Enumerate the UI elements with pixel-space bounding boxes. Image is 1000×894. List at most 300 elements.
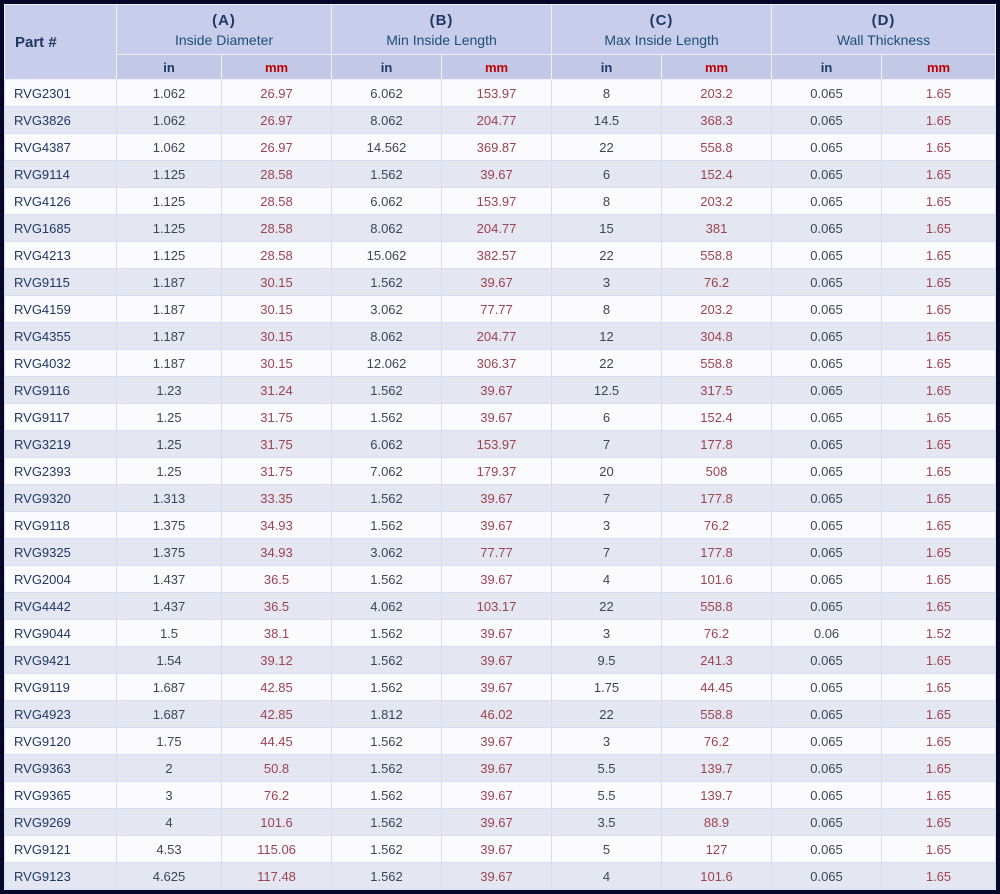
value-in-cell: 1.562 bbox=[332, 161, 442, 188]
value-mm-cell: 76.2 bbox=[662, 620, 772, 647]
value-in-cell: 12.062 bbox=[332, 350, 442, 377]
value-mm-cell: 1.52 bbox=[882, 620, 996, 647]
table-row bbox=[5, 296, 996, 323]
unit-header-mm-d: mm bbox=[882, 55, 996, 80]
part-number-cell: RVG9363 bbox=[5, 755, 117, 782]
unit-header-in-d: in bbox=[772, 55, 882, 80]
value-mm-cell: 101.6 bbox=[662, 566, 772, 593]
value-mm-cell: 33.35 bbox=[222, 485, 332, 512]
value-in-cell: 0.065 bbox=[772, 161, 882, 188]
value-mm-cell: 369.87 bbox=[442, 134, 552, 161]
value-in-cell: 4.625 bbox=[117, 863, 222, 890]
value-mm-cell: 153.97 bbox=[442, 188, 552, 215]
value-mm-cell: 1.65 bbox=[882, 647, 996, 674]
group-letter-a: (A) bbox=[212, 11, 236, 29]
group-header-b bbox=[332, 5, 552, 55]
value-mm-cell: 508 bbox=[662, 458, 772, 485]
part-number-cell: RVG4032 bbox=[5, 350, 117, 377]
value-mm-cell: 177.8 bbox=[662, 539, 772, 566]
part-number-cell: RVG4923 bbox=[5, 701, 117, 728]
value-mm-cell: 39.67 bbox=[442, 863, 552, 890]
table-row bbox=[5, 566, 996, 593]
value-mm-cell: 558.8 bbox=[662, 593, 772, 620]
value-in-cell: 1.062 bbox=[117, 107, 222, 134]
value-in-cell: 8 bbox=[552, 296, 662, 323]
value-in-cell: 1.562 bbox=[332, 782, 442, 809]
value-mm-cell: 39.67 bbox=[442, 728, 552, 755]
value-in-cell: 0.065 bbox=[772, 431, 882, 458]
value-mm-cell: 39.67 bbox=[442, 404, 552, 431]
value-in-cell: 0.065 bbox=[772, 566, 882, 593]
value-mm-cell: 382.57 bbox=[442, 242, 552, 269]
value-mm-cell: 44.45 bbox=[662, 674, 772, 701]
value-in-cell: 0.065 bbox=[772, 809, 882, 836]
value-mm-cell: 36.5 bbox=[222, 593, 332, 620]
value-mm-cell: 42.85 bbox=[222, 674, 332, 701]
table-row bbox=[5, 809, 996, 836]
value-mm-cell: 204.77 bbox=[442, 107, 552, 134]
value-in-cell: 1.562 bbox=[332, 728, 442, 755]
value-mm-cell: 1.65 bbox=[882, 161, 996, 188]
value-mm-cell: 77.77 bbox=[442, 296, 552, 323]
value-mm-cell: 42.85 bbox=[222, 701, 332, 728]
value-mm-cell: 177.8 bbox=[662, 431, 772, 458]
value-mm-cell: 1.65 bbox=[882, 242, 996, 269]
value-in-cell: 1.125 bbox=[117, 215, 222, 242]
unit-header-mm-a: mm bbox=[222, 55, 332, 80]
part-number-cell: RVG2301 bbox=[5, 80, 117, 107]
value-in-cell: 1.187 bbox=[117, 296, 222, 323]
part-number-cell: RVG4126 bbox=[5, 188, 117, 215]
value-mm-cell: 153.97 bbox=[442, 80, 552, 107]
unit-header-in-b: in bbox=[332, 55, 442, 80]
value-mm-cell: 1.65 bbox=[882, 188, 996, 215]
part-number-cell: RVG9044 bbox=[5, 620, 117, 647]
value-in-cell: 8.062 bbox=[332, 323, 442, 350]
value-mm-cell: 381 bbox=[662, 215, 772, 242]
spec-table bbox=[4, 4, 996, 890]
part-number-cell: RVG4355 bbox=[5, 323, 117, 350]
value-in-cell: 4 bbox=[552, 566, 662, 593]
value-in-cell: 3 bbox=[552, 512, 662, 539]
value-in-cell: 0.065 bbox=[772, 323, 882, 350]
value-in-cell: 0.065 bbox=[772, 107, 882, 134]
table-row bbox=[5, 350, 996, 377]
value-in-cell: 0.065 bbox=[772, 701, 882, 728]
value-in-cell: 1.54 bbox=[117, 647, 222, 674]
table-row bbox=[5, 512, 996, 539]
table-row bbox=[5, 107, 996, 134]
value-in-cell: 22 bbox=[552, 242, 662, 269]
value-in-cell: 1.562 bbox=[332, 485, 442, 512]
value-in-cell: 8 bbox=[552, 188, 662, 215]
value-in-cell: 0.065 bbox=[772, 782, 882, 809]
value-in-cell: 0.065 bbox=[772, 593, 882, 620]
value-mm-cell: 31.75 bbox=[222, 431, 332, 458]
value-in-cell: 1.687 bbox=[117, 674, 222, 701]
value-in-cell: 7.062 bbox=[332, 458, 442, 485]
value-mm-cell: 203.2 bbox=[662, 296, 772, 323]
value-in-cell: 1.5 bbox=[117, 620, 222, 647]
value-mm-cell: 103.17 bbox=[442, 593, 552, 620]
value-in-cell: 1.562 bbox=[332, 755, 442, 782]
value-in-cell: 1.562 bbox=[332, 377, 442, 404]
value-mm-cell: 304.8 bbox=[662, 323, 772, 350]
value-in-cell: 1.562 bbox=[332, 674, 442, 701]
value-in-cell: 12.5 bbox=[552, 377, 662, 404]
part-number-cell: RVG9269 bbox=[5, 809, 117, 836]
value-in-cell: 0.065 bbox=[772, 512, 882, 539]
value-mm-cell: 28.58 bbox=[222, 242, 332, 269]
value-mm-cell: 101.6 bbox=[662, 863, 772, 890]
value-in-cell: 5.5 bbox=[552, 782, 662, 809]
value-in-cell: 14.5 bbox=[552, 107, 662, 134]
value-mm-cell: 30.15 bbox=[222, 296, 332, 323]
part-number-cell: RVG3826 bbox=[5, 107, 117, 134]
value-in-cell: 6.062 bbox=[332, 80, 442, 107]
part-number-cell: RVG2393 bbox=[5, 458, 117, 485]
table-row bbox=[5, 242, 996, 269]
unit-header-in-c: in bbox=[552, 55, 662, 80]
value-mm-cell: 39.67 bbox=[442, 566, 552, 593]
value-in-cell: 5.5 bbox=[552, 755, 662, 782]
value-in-cell: 1.187 bbox=[117, 323, 222, 350]
value-mm-cell: 1.65 bbox=[882, 404, 996, 431]
table-row bbox=[5, 593, 996, 620]
value-in-cell: 1.437 bbox=[117, 566, 222, 593]
value-in-cell: 7 bbox=[552, 431, 662, 458]
table-row bbox=[5, 728, 996, 755]
value-mm-cell: 30.15 bbox=[222, 323, 332, 350]
value-mm-cell: 1.65 bbox=[882, 485, 996, 512]
part-number-cell: RVG9115 bbox=[5, 269, 117, 296]
value-in-cell: 0.065 bbox=[772, 188, 882, 215]
part-number-cell: RVG4159 bbox=[5, 296, 117, 323]
value-in-cell: 8.062 bbox=[332, 215, 442, 242]
value-in-cell: 0.06 bbox=[772, 620, 882, 647]
table-row bbox=[5, 269, 996, 296]
value-mm-cell: 317.5 bbox=[662, 377, 772, 404]
group-header-c bbox=[552, 5, 772, 55]
value-mm-cell: 368.3 bbox=[662, 107, 772, 134]
part-number-header: Part # bbox=[5, 5, 117, 80]
value-mm-cell: 558.8 bbox=[662, 350, 772, 377]
value-mm-cell: 1.65 bbox=[882, 377, 996, 404]
value-mm-cell: 38.1 bbox=[222, 620, 332, 647]
value-in-cell: 1.125 bbox=[117, 161, 222, 188]
value-in-cell: 1.75 bbox=[117, 728, 222, 755]
value-in-cell: 0.065 bbox=[772, 242, 882, 269]
value-mm-cell: 39.67 bbox=[442, 674, 552, 701]
value-mm-cell: 139.7 bbox=[662, 782, 772, 809]
value-in-cell: 0.065 bbox=[772, 485, 882, 512]
value-in-cell: 1.562 bbox=[332, 836, 442, 863]
value-in-cell: 7 bbox=[552, 485, 662, 512]
value-mm-cell: 76.2 bbox=[222, 782, 332, 809]
table-header bbox=[5, 5, 996, 80]
value-in-cell: 0.065 bbox=[772, 350, 882, 377]
value-in-cell: 0.065 bbox=[772, 80, 882, 107]
table-row bbox=[5, 323, 996, 350]
value-mm-cell: 76.2 bbox=[662, 728, 772, 755]
value-mm-cell: 153.97 bbox=[442, 431, 552, 458]
value-mm-cell: 1.65 bbox=[882, 539, 996, 566]
table-row bbox=[5, 782, 996, 809]
value-in-cell: 0.065 bbox=[772, 647, 882, 674]
value-mm-cell: 1.65 bbox=[882, 215, 996, 242]
table-row bbox=[5, 377, 996, 404]
value-mm-cell: 101.6 bbox=[222, 809, 332, 836]
value-mm-cell: 1.65 bbox=[882, 80, 996, 107]
value-in-cell: 4 bbox=[117, 809, 222, 836]
value-mm-cell: 1.65 bbox=[882, 782, 996, 809]
value-in-cell: 4.062 bbox=[332, 593, 442, 620]
value-mm-cell: 44.45 bbox=[222, 728, 332, 755]
value-mm-cell: 1.65 bbox=[882, 863, 996, 890]
value-in-cell: 22 bbox=[552, 593, 662, 620]
table-row bbox=[5, 404, 996, 431]
value-mm-cell: 39.67 bbox=[442, 485, 552, 512]
value-mm-cell: 39.67 bbox=[442, 161, 552, 188]
value-mm-cell: 241.3 bbox=[662, 647, 772, 674]
value-mm-cell: 39.67 bbox=[442, 755, 552, 782]
value-in-cell: 15.062 bbox=[332, 242, 442, 269]
value-mm-cell: 39.12 bbox=[222, 647, 332, 674]
value-in-cell: 5 bbox=[552, 836, 662, 863]
group-header-row bbox=[5, 5, 996, 55]
value-in-cell: 8.062 bbox=[332, 107, 442, 134]
value-mm-cell: 1.65 bbox=[882, 593, 996, 620]
value-mm-cell: 1.65 bbox=[882, 269, 996, 296]
value-in-cell: 1.687 bbox=[117, 701, 222, 728]
group-label-b: Min Inside Length bbox=[386, 31, 497, 48]
table-row bbox=[5, 647, 996, 674]
value-in-cell: 0.065 bbox=[772, 215, 882, 242]
value-mm-cell: 204.77 bbox=[442, 323, 552, 350]
value-in-cell: 1.562 bbox=[332, 620, 442, 647]
value-mm-cell: 1.65 bbox=[882, 431, 996, 458]
value-mm-cell: 76.2 bbox=[662, 512, 772, 539]
value-in-cell: 8 bbox=[552, 80, 662, 107]
value-mm-cell: 28.58 bbox=[222, 188, 332, 215]
value-in-cell: 6.062 bbox=[332, 431, 442, 458]
value-mm-cell: 31.24 bbox=[222, 377, 332, 404]
value-in-cell: 1.75 bbox=[552, 674, 662, 701]
value-mm-cell: 36.5 bbox=[222, 566, 332, 593]
part-number-cell: RVG9118 bbox=[5, 512, 117, 539]
value-mm-cell: 39.67 bbox=[442, 377, 552, 404]
value-mm-cell: 39.67 bbox=[442, 647, 552, 674]
table-row bbox=[5, 836, 996, 863]
value-in-cell: 1.562 bbox=[332, 863, 442, 890]
value-in-cell: 1.562 bbox=[332, 269, 442, 296]
group-letter-b: (B) bbox=[429, 11, 454, 29]
value-mm-cell: 1.65 bbox=[882, 566, 996, 593]
part-number-cell: RVG9421 bbox=[5, 647, 117, 674]
value-mm-cell: 139.7 bbox=[662, 755, 772, 782]
value-in-cell: 15 bbox=[552, 215, 662, 242]
table-row bbox=[5, 215, 996, 242]
value-in-cell: 20 bbox=[552, 458, 662, 485]
value-mm-cell: 30.15 bbox=[222, 269, 332, 296]
part-number-cell: RVG4213 bbox=[5, 242, 117, 269]
value-in-cell: 1.062 bbox=[117, 80, 222, 107]
value-mm-cell: 558.8 bbox=[662, 242, 772, 269]
value-in-cell: 22 bbox=[552, 701, 662, 728]
part-number-cell: RVG9365 bbox=[5, 782, 117, 809]
group-label-d: Wall Thickness bbox=[836, 31, 931, 48]
unit-header-in-a: in bbox=[117, 55, 222, 80]
part-number-cell: RVG1685 bbox=[5, 215, 117, 242]
value-in-cell: 1.313 bbox=[117, 485, 222, 512]
value-in-cell: 6.062 bbox=[332, 188, 442, 215]
part-number-cell: RVG9119 bbox=[5, 674, 117, 701]
value-mm-cell: 76.2 bbox=[662, 269, 772, 296]
value-in-cell: 3.062 bbox=[332, 539, 442, 566]
unit-header-row bbox=[5, 55, 996, 80]
part-number-cell: RVG9320 bbox=[5, 485, 117, 512]
value-in-cell: 0.065 bbox=[772, 728, 882, 755]
value-in-cell: 0.065 bbox=[772, 863, 882, 890]
value-mm-cell: 1.65 bbox=[882, 296, 996, 323]
value-mm-cell: 77.77 bbox=[442, 539, 552, 566]
value-in-cell: 0.065 bbox=[772, 296, 882, 323]
value-in-cell: 6 bbox=[552, 161, 662, 188]
value-in-cell: 0.065 bbox=[772, 539, 882, 566]
value-in-cell: 3 bbox=[552, 269, 662, 296]
value-mm-cell: 1.65 bbox=[882, 728, 996, 755]
value-mm-cell: 39.67 bbox=[442, 782, 552, 809]
value-mm-cell: 179.37 bbox=[442, 458, 552, 485]
table-row bbox=[5, 539, 996, 566]
value-in-cell: 3 bbox=[552, 620, 662, 647]
table-row bbox=[5, 80, 996, 107]
value-mm-cell: 50.8 bbox=[222, 755, 332, 782]
value-in-cell: 9.5 bbox=[552, 647, 662, 674]
value-mm-cell: 26.97 bbox=[222, 134, 332, 161]
part-number-cell: RVG2004 bbox=[5, 566, 117, 593]
table-row bbox=[5, 701, 996, 728]
part-number-cell: RVG9121 bbox=[5, 836, 117, 863]
value-in-cell: 3 bbox=[552, 728, 662, 755]
part-number-cell: RVG9123 bbox=[5, 863, 117, 890]
value-mm-cell: 115.06 bbox=[222, 836, 332, 863]
value-mm-cell: 39.67 bbox=[442, 836, 552, 863]
value-in-cell: 0.065 bbox=[772, 134, 882, 161]
group-letter-d: (D) bbox=[871, 11, 896, 29]
part-number-cell: RVG9325 bbox=[5, 539, 117, 566]
part-number-cell: RVG9116 bbox=[5, 377, 117, 404]
part-number-cell: RVG9117 bbox=[5, 404, 117, 431]
value-mm-cell: 204.77 bbox=[442, 215, 552, 242]
value-mm-cell: 28.58 bbox=[222, 161, 332, 188]
value-in-cell: 3 bbox=[117, 782, 222, 809]
unit-header-mm-c: mm bbox=[662, 55, 772, 80]
value-in-cell: 4.53 bbox=[117, 836, 222, 863]
value-mm-cell: 1.65 bbox=[882, 512, 996, 539]
value-mm-cell: 39.67 bbox=[442, 620, 552, 647]
table-row bbox=[5, 485, 996, 512]
value-mm-cell: 306.37 bbox=[442, 350, 552, 377]
value-mm-cell: 203.2 bbox=[662, 80, 772, 107]
value-in-cell: 6 bbox=[552, 404, 662, 431]
value-in-cell: 1.437 bbox=[117, 593, 222, 620]
value-mm-cell: 1.65 bbox=[882, 809, 996, 836]
value-mm-cell: 39.67 bbox=[442, 809, 552, 836]
group-header-a bbox=[117, 5, 332, 55]
value-mm-cell: 117.48 bbox=[222, 863, 332, 890]
value-in-cell: 1.562 bbox=[332, 404, 442, 431]
table-row bbox=[5, 863, 996, 890]
value-in-cell: 1.125 bbox=[117, 242, 222, 269]
unit-header-mm-b: mm bbox=[442, 55, 552, 80]
table-row bbox=[5, 458, 996, 485]
value-mm-cell: 39.67 bbox=[442, 512, 552, 539]
value-mm-cell: 1.65 bbox=[882, 674, 996, 701]
value-in-cell: 1.375 bbox=[117, 512, 222, 539]
value-in-cell: 1.23 bbox=[117, 377, 222, 404]
value-mm-cell: 1.65 bbox=[882, 755, 996, 782]
part-number-cell: RVG4387 bbox=[5, 134, 117, 161]
table-row bbox=[5, 620, 996, 647]
value-in-cell: 1.562 bbox=[332, 809, 442, 836]
value-in-cell: 12 bbox=[552, 323, 662, 350]
part-number-cell: RVG9114 bbox=[5, 161, 117, 188]
part-number-cell: RVG3219 bbox=[5, 431, 117, 458]
value-mm-cell: 177.8 bbox=[662, 485, 772, 512]
value-mm-cell: 28.58 bbox=[222, 215, 332, 242]
group-header-d bbox=[772, 5, 996, 55]
value-mm-cell: 31.75 bbox=[222, 404, 332, 431]
value-in-cell: 4 bbox=[552, 863, 662, 890]
value-in-cell: 14.562 bbox=[332, 134, 442, 161]
value-mm-cell: 1.65 bbox=[882, 458, 996, 485]
group-label-c: Max Inside Length bbox=[604, 31, 719, 48]
value-mm-cell: 558.8 bbox=[662, 134, 772, 161]
value-mm-cell: 1.65 bbox=[882, 134, 996, 161]
value-mm-cell: 1.65 bbox=[882, 107, 996, 134]
part-number-cell: RVG9120 bbox=[5, 728, 117, 755]
part-number-cell: RVG4442 bbox=[5, 593, 117, 620]
value-in-cell: 1.25 bbox=[117, 458, 222, 485]
group-letter-c: (C) bbox=[649, 11, 674, 29]
value-in-cell: 1.812 bbox=[332, 701, 442, 728]
value-mm-cell: 46.02 bbox=[442, 701, 552, 728]
value-in-cell: 1.25 bbox=[117, 431, 222, 458]
value-in-cell: 0.065 bbox=[772, 674, 882, 701]
value-in-cell: 1.562 bbox=[332, 512, 442, 539]
value-mm-cell: 1.65 bbox=[882, 701, 996, 728]
value-in-cell: 1.187 bbox=[117, 350, 222, 377]
value-in-cell: 1.25 bbox=[117, 404, 222, 431]
value-in-cell: 0.065 bbox=[772, 836, 882, 863]
value-mm-cell: 127 bbox=[662, 836, 772, 863]
value-in-cell: 22 bbox=[552, 350, 662, 377]
value-mm-cell: 88.9 bbox=[662, 809, 772, 836]
value-in-cell: 0.065 bbox=[772, 377, 882, 404]
value-mm-cell: 39.67 bbox=[442, 269, 552, 296]
value-mm-cell: 152.4 bbox=[662, 404, 772, 431]
value-mm-cell: 26.97 bbox=[222, 107, 332, 134]
table-row bbox=[5, 674, 996, 701]
value-in-cell: 1.187 bbox=[117, 269, 222, 296]
value-in-cell: 3.062 bbox=[332, 296, 442, 323]
value-mm-cell: 152.4 bbox=[662, 161, 772, 188]
value-mm-cell: 1.65 bbox=[882, 323, 996, 350]
value-in-cell: 1.125 bbox=[117, 188, 222, 215]
value-in-cell: 7 bbox=[552, 539, 662, 566]
value-in-cell: 1.375 bbox=[117, 539, 222, 566]
